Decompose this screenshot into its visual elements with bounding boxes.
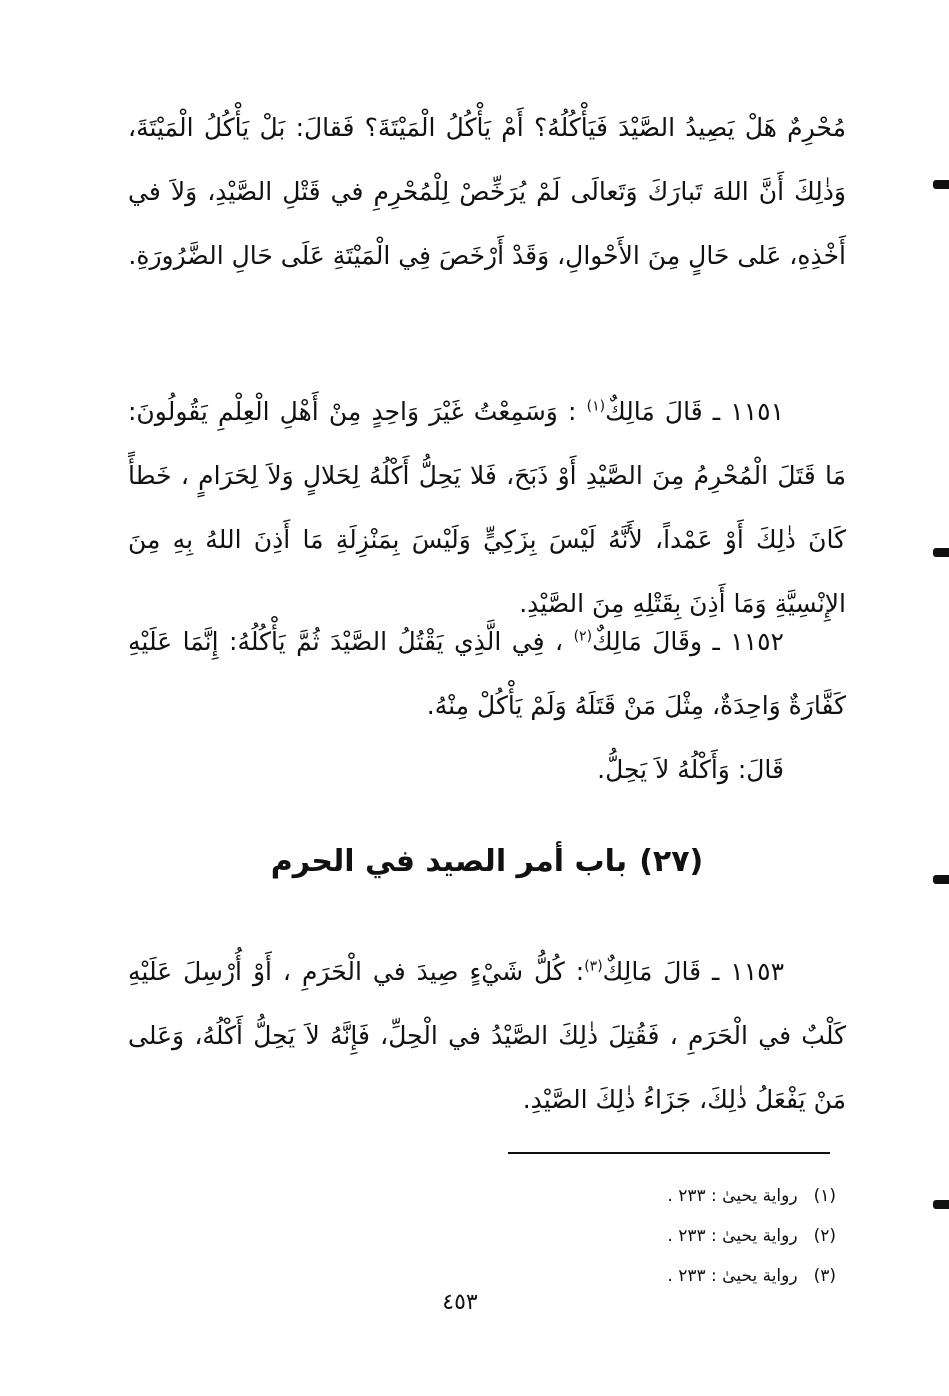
page-number: ٤٥٣ bbox=[442, 1290, 478, 1315]
scan-edge-mark bbox=[933, 548, 949, 557]
scan-edge-mark bbox=[933, 1200, 949, 1209]
paragraph-lead: ١١٥٣ ـ قَالَ مَالِكٌ bbox=[602, 957, 784, 986]
footnote-number: (١) bbox=[813, 1186, 836, 1206]
footnote-text: رواية يحيىٰ : ٢٣٣ . bbox=[667, 1226, 798, 1246]
scan-edge-mark bbox=[933, 875, 949, 884]
paragraph-text bbox=[128, 380, 846, 636]
paragraph-body: ، فِي الَّذِي يَقْتُلُ الصَّيْدَ ثُمَّ يَأْكُلُهُ: إِنَّمَا عَلَيْهِ كَفَّارَةٌ وَاحِدَةٌ، مِثْلَ مَنْ قَتَلَهُ وَلَمْ يَأْكُلْ مِنْهُ. bbox=[128, 627, 846, 720]
footnote-number: (٣) bbox=[813, 1266, 836, 1286]
paragraph-lead: ١١٥١ ـ قَالَ مَالِكٌ bbox=[605, 397, 784, 426]
footnote-ref: (١) bbox=[586, 398, 606, 415]
footnote-3 bbox=[560, 1256, 836, 1296]
paragraph-text bbox=[128, 610, 846, 738]
footnote-1 bbox=[560, 1176, 836, 1216]
paragraph-text: قَالَ: وَأَكْلُهُ لاَ يَحِلُّ. bbox=[597, 755, 784, 784]
footnote-2 bbox=[560, 1216, 836, 1256]
footnote-text: رواية يحيىٰ : ٢٣٣ . bbox=[667, 1266, 798, 1286]
chapter-number: (٢٧) bbox=[639, 844, 704, 879]
paragraph-text: مُحْرِمٌ هَلْ يَصِيدُ الصَّيْدَ فَيَأْكُلُهُ؟ أَمْ يَأْكُلُ الْمَيْتَةَ؟ فَقالَ: بَلْ يَأْكُلُ الْمَيْتَةَ، وَذٰلِكَ أَنَّ اللهَ تَبارَكَ وَتَعالَى لَمْ يُرَخِّصْ لِلْمُحْرِمِ في قَتْلِ الصَّيْدِ، وَلاَ في أَخْذِهِ، عَلى حَالٍ مِنَ الأَحْوالِ، وَقَدْ أَرْخَصَ فِي الْمَيْتَةِ عَلَى حَالِ الضَّرُورَةِ. bbox=[128, 113, 846, 270]
footnote-number: (٢) bbox=[813, 1226, 836, 1246]
paragraph-text bbox=[128, 940, 846, 1132]
paragraph-lead: ١١٥٢ ـ وقَالَ مَالِكٌ bbox=[592, 627, 784, 656]
scan-edge-mark bbox=[933, 180, 949, 189]
paragraph-body: : وَسَمِعْتُ غَيْرَ وَاحِدٍ مِنْ أَهْلِ الْعِلْمِ يَقُولُونَ: مَا قَتَلَ الْمُحْرِمُ مِنَ الصَّيْدِ أَوْ ذَبَحَ، فَلا يَحِلُّ أَكْلُهُ لِحَلالٍ وَلاَ لِحَرَامٍ ، خَطأً كَانَ ذٰلِكَ أَوْ عَمْداً، لأَنَّهُ لَيْسَ بِزَكِيٍّ وَلَيْسَ بِمَنْزِلَةِ مَا أَذِنَ اللهُ بِهِ مِنَ الإِنْسِيَّةِ وَمَا أَذِنَ بِقَتْلِهِ مِنَ الصَّيْدِ. bbox=[128, 397, 846, 618]
chapter-heading bbox=[128, 838, 846, 886]
chapter-title: باب أمر الصيد في الحرم bbox=[270, 844, 628, 879]
footnotes bbox=[560, 1176, 836, 1296]
paragraph-1152 bbox=[128, 610, 846, 802]
paragraph-continuation bbox=[128, 96, 846, 288]
paragraph-1151 bbox=[128, 380, 846, 636]
footnote-text: رواية يحيىٰ : ٢٣٣ . bbox=[667, 1186, 798, 1206]
footnote-ref: (٣) bbox=[584, 958, 603, 975]
footnote-divider bbox=[508, 1152, 830, 1154]
paragraph-1153 bbox=[128, 940, 846, 1132]
paragraph-body: : كُلُّ شَيْءٍ صِيدَ في الْحَرَمِ ، أَوْ أُرْسِلَ عَلَيْهِ كَلْبٌ في الْحَرَمِ ، فَقُتِلَ ذٰلِكَ الصَّيْدُ في الْحِلِّ، فَإِنَّهُ لاَ يَحِلُّ أَكْلُهُ، وَعَلى مَنْ يَفْعَلُ ذٰلِكَ، جَزَاءُ ذٰلِكَ الصَّيْدِ. bbox=[128, 957, 846, 1114]
footnote-ref: (٢) bbox=[573, 628, 593, 645]
